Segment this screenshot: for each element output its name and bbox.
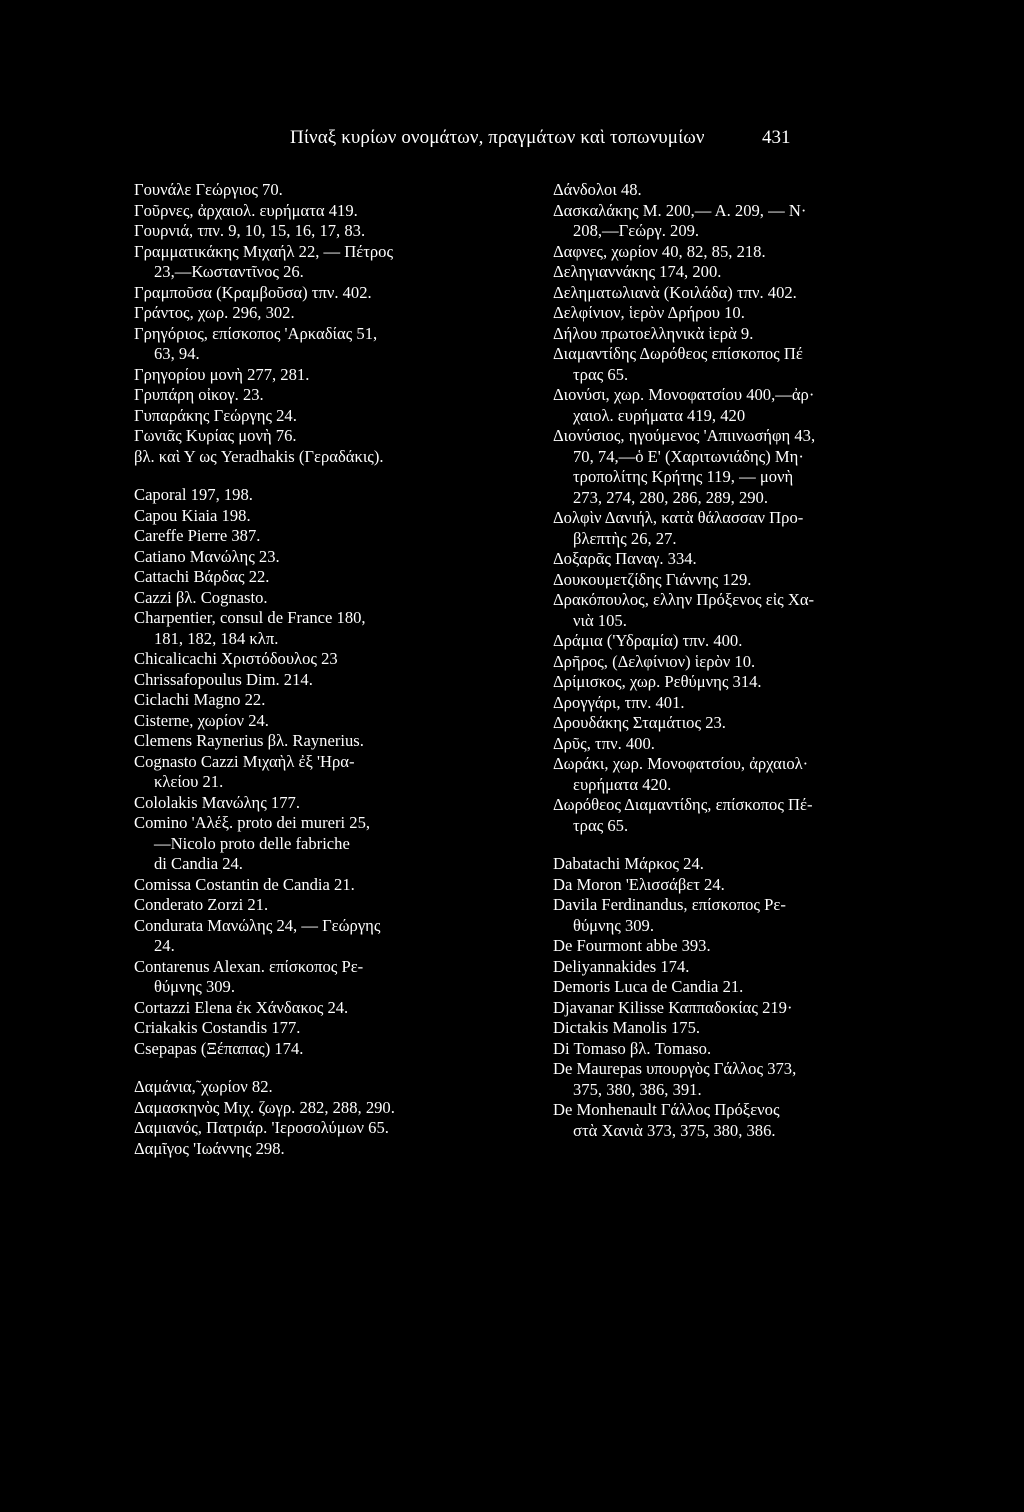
index-entry-continuation: 208,—Γεώργ. 209. — [573, 221, 700, 240]
index-entry: Chicalicachi Χριστόδουλος 23 — [134, 649, 338, 668]
index-entry: Δρογγάρι, τπν. 401. — [553, 692, 685, 712]
index-entry: Δαφνες, χωρίον 40, 82, 85, 218. — [553, 241, 766, 261]
index-entry-continuation: τρας 65. — [573, 815, 629, 835]
index-entry: De Maurepas υπουργὸς Γάλλος 373, — [553, 1059, 797, 1078]
index-entry: Δρουδάκης Σταμάτιος 23. — [553, 713, 726, 732]
index-entry: Δρακόπουλος, ελλην Πρόξενος εἰς Χα- — [553, 590, 815, 609]
index-entry: Δαμῖγος 'Ιωάννης 298. — [134, 1138, 285, 1158]
section-gap — [134, 467, 490, 485]
index-entry: Catiano Μανώλης 23. — [134, 546, 280, 566]
index-entry: Di Tomaso βλ. Tomaso. — [553, 1038, 712, 1058]
index-entry: Γρηγόριος, επίσκοπος 'Αρκαδίας 51, — [134, 323, 378, 343]
index-entry: Djavanar Kilisse Καππαδοκίας 219· — [553, 997, 793, 1017]
index-column-right — [553, 180, 923, 1141]
index-entry: Cognasto Cazzi Μιχαὴλ ἐξ 'Ηρα- — [134, 751, 355, 771]
index-column-left — [134, 180, 490, 1159]
index-entry: Δελφίνιον, ἱερὸν Δρήρου 10. — [553, 303, 745, 322]
index-entry: Δρῦς, τπν. 400. — [553, 733, 655, 753]
index-entry: Demoris Luca de Candia 21. — [553, 977, 744, 996]
index-entry-continuation: 181, 182, 184 κλπ. — [154, 628, 279, 648]
index-entry: Δρίμισκος, χωρ. Ρεθύμνης 314. — [553, 672, 762, 691]
index-entry: Γωνιᾶς Κυρίας μονὴ 76. — [134, 426, 297, 445]
index-entry-continuation: di Candia 24. — [154, 854, 243, 873]
index-entry-continuation: νιὰ 105. — [573, 610, 627, 630]
index-entry: βλ. καὶ Υ ως Yeradhakis (Γεραδάκις). — [134, 446, 384, 466]
page-number: 431 — [762, 127, 791, 148]
index-entry: Γοῦρνες, ἀρχαιολ. ευρήματα 419. — [134, 200, 358, 220]
index-entry: Capou Kiaia 198. — [134, 505, 251, 525]
index-entry: De Fourmont abbe 393. — [553, 936, 711, 955]
index-entry: Δεληγιαννάκης 174, 200. — [553, 262, 722, 281]
index-entry: Διαμαντίδης Δωρόθεος επίσκοπος Πέ — [553, 344, 803, 363]
index-entry: Γυπαράκης Γεώργης 24. — [134, 405, 297, 425]
index-entry: Charpentier, consul de France 180, — [134, 608, 366, 627]
index-entry-continuation: κλείου 21. — [154, 772, 224, 791]
index-entry: Cisterne, χωρίον 24. — [134, 710, 269, 730]
index-entry: Γρηγορίου μονὴ 277, 281. — [134, 364, 310, 384]
page-header — [0, 127, 1024, 157]
index-entry: Δήλου πρωτοελληνικὰ ἱερὰ 9. — [553, 323, 754, 343]
index-entry: Da Moron 'Ελισσάβετ 24. — [553, 874, 725, 894]
index-entry: Δάνδολοι 48. — [553, 180, 642, 199]
index-entry: Δρῆρος, (Δελφίνιον) ἱερὸν 10. — [553, 651, 756, 671]
index-entry-continuation: 63, 94. — [154, 344, 200, 363]
index-entry: Γραμματικάκης Μιχαήλ 22, — Πέτρος — [134, 241, 394, 261]
index-entry: Clemens Raynerius βλ. Raynerius. — [134, 731, 364, 750]
index-entry-continuation: στὰ Χανιὰ 373, 375, 380, 386. — [573, 1120, 776, 1140]
index-entry: Comino 'Αλέξ. proto dei mureri 25, — [134, 813, 371, 832]
index-entry: Γρυπάρη οἰκογ. 23. — [134, 385, 264, 404]
index-entry: Ciclachi Magno 22. — [134, 690, 266, 709]
index-entry-continuation: 24. — [154, 936, 175, 955]
index-entry-continuation: ευρήματα 420. — [573, 774, 672, 794]
index-entry: Δασκαλάκης Μ. 200,— Α. 209, — Ν· — [553, 200, 807, 220]
index-entry: Csepapas (Ξέπαπας) 174. — [134, 1038, 304, 1058]
index-entry: Δαμάνια,˜χωρίον 82. — [134, 1077, 273, 1096]
index-entry-continuation: τρας 65. — [573, 364, 629, 384]
index-entry: Δουκουμετζίδης Γιάννης 129. — [553, 569, 752, 589]
index-entry: Διονύσι, χωρ. Μονοφατσίου 400,—ἀρ· — [553, 385, 815, 404]
index-entry-continuation: 23,—Κωσταντῖνος 26. — [154, 262, 304, 281]
index-entry-continuation: βλεπτὴς 26, 27. — [573, 528, 677, 548]
index-entry: Διονύσιος, ηγούμενος 'Απιινωσήφη 43, — [553, 426, 816, 445]
index-entry: Contarenus Alexan. επίσκοπος Ρε- — [134, 956, 364, 976]
index-entry: Davila Ferdinandus, επίσκοπος Ρε- — [553, 895, 786, 914]
index-entry: Cazzi βλ. Cognasto. — [134, 587, 268, 607]
index-entry: Deliyannakides 174. — [553, 956, 690, 976]
index-entry: Dictakis Manolis 175. — [553, 1018, 701, 1037]
index-entry: Δωράκι, χωρ. Μονοφατσίου, ἀρχαιολ· — [553, 754, 809, 773]
index-entry-continuation: 273, 274, 280, 286, 289, 290. — [573, 487, 768, 507]
index-entry-continuation: 70, 74,—ὁ Ε' (Χαριτωνιάδης) Μη· — [573, 446, 804, 466]
section-gap — [134, 1059, 490, 1077]
index-entry: Γραμποῦσα (Κραμβοῦσα) τπν. 402. — [134, 282, 372, 302]
index-entry: Δαμιανός, Πατριάρ. 'Ιεροσολύμων 65. — [134, 1118, 389, 1137]
index-entry: Γουνάλε Γεώργιος 70. — [134, 180, 283, 199]
section-gap — [553, 836, 923, 854]
index-entry: Comissa Costantin de Candia 21. — [134, 874, 355, 894]
index-entry: Δολφὶν Δανιήλ, κατὰ θάλασσαν Προ- — [553, 508, 804, 527]
index-entry: Cattachi Βάρδας 22. — [134, 567, 270, 586]
index-entry: Γουρνιά, τπν. 9, 10, 15, 16, 17, 83. — [134, 221, 366, 240]
index-entry: Δαμασκηνὸς Μιχ. ζωγρ. 282, 288, 290. — [134, 1097, 395, 1117]
index-entry: De Monhenault Γάλλος Πρόξενος — [553, 1100, 780, 1119]
index-entry-continuation: 375, 380, 386, 391. — [573, 1079, 702, 1099]
index-entry: Δράμια ('Υδραμία) τπν. 400. — [553, 631, 743, 650]
index-entry: Caporal 197, 198. — [134, 485, 253, 504]
index-entry: Dabatachi Μάρκος 24. — [553, 854, 704, 873]
page-title: Πίναξ κυρίων ονομάτων, πραγμάτων καὶ τοπωνυμίων — [290, 127, 705, 148]
index-entry-continuation: θύμνης 309. — [573, 915, 654, 935]
index-entry: Chrissafopoulus Dim. 214. — [134, 669, 313, 689]
index-entry-continuation: τροπολίτης Κρήτης 119, — μονὴ — [573, 467, 794, 486]
index-entry: Careffe Pierre 387. — [134, 526, 261, 545]
index-entry: Conderato Zorzi 21. — [134, 895, 269, 914]
index-entry: Cololakis Μανώλης 177. — [134, 792, 300, 812]
index-entry: Condurata Μανώλης 24, — Γεώργης — [134, 915, 381, 935]
index-entry-continuation: —Nicolo proto delle fabriche — [154, 833, 350, 853]
index-entry-continuation: θύμνης 309. — [154, 977, 235, 996]
index-entry-continuation: χαιολ. ευρήματα 419, 420 — [573, 405, 746, 425]
index-entry: Criakakis Costandis 177. — [134, 1018, 301, 1037]
index-entry: Γράντος, χωρ. 296, 302. — [134, 303, 295, 322]
index-entry: Cortazzi Elena ἐκ Χάνδακος 24. — [134, 997, 349, 1017]
index-entry: Δωρόθεος Διαμαντίδης, επίσκοπος Πέ- — [553, 795, 813, 814]
index-entry: Δεληματωλιανὰ (Κοιλάδα) τπν. 402. — [553, 282, 797, 302]
index-entry: Δοξαρᾶς Παναγ. 334. — [553, 549, 697, 568]
